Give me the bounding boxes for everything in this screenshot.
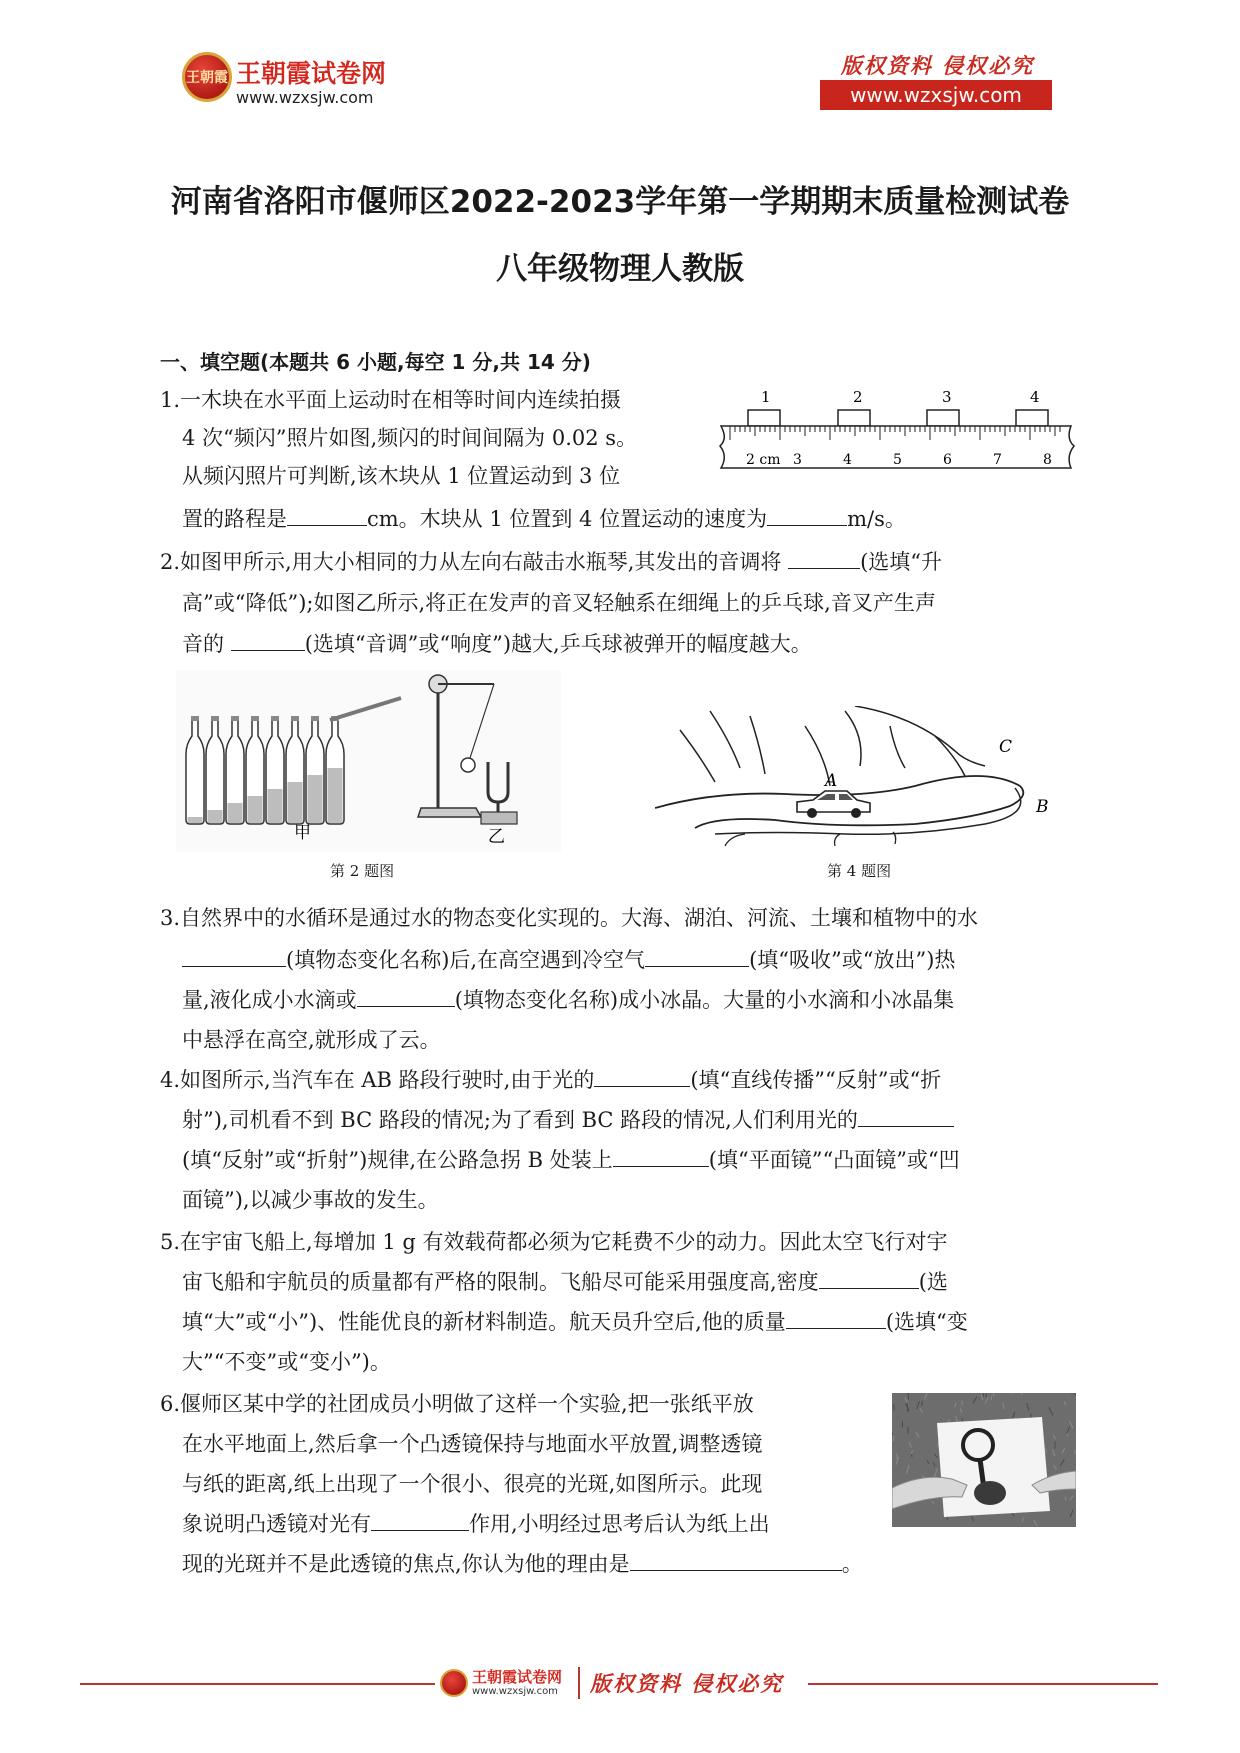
q4-blank-1[interactable] — [594, 1066, 690, 1087]
q1-ruler-label-3: 3 — [793, 452, 802, 468]
q5-blank-1[interactable] — [819, 1268, 919, 1289]
q3-blank-3[interactable] — [357, 986, 455, 1007]
q1-ruler-label-6: 6 — [943, 452, 952, 468]
q6-text-c: 现的光斑并不是此透镜的焦点,你认为他的理由是 — [182, 1552, 630, 1576]
q1-blank-1[interactable] — [287, 505, 367, 526]
q4-hill-line-3 — [750, 716, 765, 774]
q4-line1 — [160, 1066, 941, 1094]
q1-position-1: 1 — [761, 388, 771, 406]
q4-line3 — [182, 1146, 960, 1174]
q4-ground-mark-2 — [835, 834, 840, 846]
q1-text-b: cm。木块从 1 位置到 4 位置运动的速度为 — [367, 507, 768, 531]
q1-line2: 4 次“频闪”照片如图,频闪的时间间隔为 0.02 s。 — [182, 426, 638, 450]
q3-text-a: (填物态变化名称)后,在高空遇到冷空气 — [286, 948, 646, 972]
logo-badge-icon — [182, 52, 232, 102]
q6-photo-shadow — [974, 1481, 1006, 1505]
q4-text-a: 4.如图所示,当汽车在 AB 路段行驶时,由于光的 — [160, 1068, 595, 1092]
q1-ruler-label-2: 2 cm — [746, 452, 781, 468]
q3-line3 — [182, 986, 954, 1014]
q5-text-a: 宙飞船和宇航员的质量都有严格的限制。飞船尽可能采用强度高,密度 — [182, 1270, 819, 1294]
q1-ruler-label-7: 7 — [993, 452, 1002, 468]
page-title: 河南省洛阳市偃师区2022-2023学年第一学期期末质量检测试卷 — [170, 184, 1070, 220]
q1-ruler-label-5: 5 — [893, 452, 902, 468]
q4-hill-ridge — [855, 706, 985, 766]
q1-ruler-label-8: 8 — [1043, 452, 1052, 468]
q6-text-d: 。 — [841, 1552, 863, 1576]
q1-blank-2[interactable] — [767, 505, 847, 526]
footer-separator — [578, 1667, 580, 1699]
q1-block-3 — [927, 410, 959, 426]
q4-label-a: A — [825, 771, 838, 791]
q5-line1: 5.在宇宙飞船上,每增加 1 g 有效载荷都必须为它耗费不少的动力。因此太空飞行对宇 — [160, 1230, 948, 1254]
logo-url: www.wzxsjw.com — [236, 88, 374, 107]
q3-line4: 中悬浮在高空,就形成了云。 — [182, 1028, 441, 1052]
q5-text-b: (选 — [918, 1270, 948, 1294]
q5-line4: 大”“不变”或“变小”)。 — [182, 1350, 391, 1374]
q3-text-b: (填“吸收”或“放出”)热 — [749, 948, 956, 972]
q1-block-4 — [1016, 410, 1048, 426]
q4-hill-line-2 — [710, 711, 740, 768]
q1-text-c: m/s。 — [847, 507, 906, 531]
q1-position-3: 3 — [942, 388, 952, 406]
q4-label-c: C — [999, 737, 1013, 757]
footer-line-right — [808, 1683, 1158, 1685]
q6-photo — [892, 1393, 1076, 1527]
q4-text-e: (填“平面镜”“凸面镜”或“凹 — [708, 1148, 960, 1172]
q3-line2 — [182, 946, 955, 974]
q4-text-d: (填“反射”或“折射”)规律,在公路急拐 B 处装上 — [182, 1148, 613, 1172]
q6-blank-1[interactable] — [371, 1510, 469, 1531]
q4-hill-line-5 — [845, 711, 861, 766]
q6-line1: 6.偃师区某中学的社团成员小明做了这样一个实验,把一张纸平放 — [160, 1392, 754, 1416]
q6-line5 — [182, 1550, 863, 1578]
page-subtitle: 八年级物理人教版 — [496, 251, 744, 287]
q4-line2 — [182, 1106, 954, 1134]
q3-line1: 3.自然界中的水循环是通过水的物态变化实现的。大海、湖泊、河流、土壤和植物中的水 — [160, 906, 979, 930]
q1-ruler-figure — [716, 384, 1086, 480]
q6-text-a: 象说明凸透镜对光有 — [182, 1512, 371, 1536]
q2-ping-pong-ball — [461, 758, 475, 772]
footer-logo-url: www.wzxsjw.com — [472, 1686, 558, 1697]
q5-text-d: (选填“变 — [885, 1310, 968, 1334]
q5-text-c: 填“大”或“小”)、性能优良的新材料制造。航天员升空后,他的质量 — [182, 1310, 786, 1334]
q4-blank-3[interactable] — [613, 1146, 709, 1167]
q3-blank-1[interactable] — [182, 946, 286, 967]
q1-line1: 1.一木块在水平面上运动时在相等时间内连续拍摄 — [160, 388, 622, 412]
q2-line3 — [182, 630, 812, 658]
q6-line2: 在水平地面上,然后拿一个凸透镜保持与地面水平放置,调整透镜 — [182, 1432, 763, 1456]
q4-label-b: B — [1036, 797, 1049, 817]
q3-text-d: (填物态变化名称)成小冰晶。大量的小水滴和小冰晶集 — [454, 988, 955, 1012]
q2-blank-2[interactable] — [231, 630, 305, 651]
q4-blank-2[interactable] — [858, 1106, 954, 1127]
q6-line3: 与纸的距离,纸上出现了一个很小、很亮的光斑,如图所示。此现 — [182, 1472, 763, 1496]
q2-caption: 第 2 题图 — [330, 862, 395, 880]
q2-label-jia: 甲 — [294, 823, 311, 843]
q4-hill-line-1 — [680, 730, 715, 782]
q5-line2 — [182, 1268, 948, 1296]
footer-line-left — [80, 1683, 435, 1685]
q2-blank-1[interactable] — [788, 548, 860, 569]
footer-copyright: 版权资料 侵权必究 — [590, 1671, 784, 1696]
header-copyright: 版权资料 侵权必究 — [840, 53, 1035, 78]
q2-label-yi: 乙 — [488, 827, 505, 847]
q4-figure — [655, 706, 1075, 856]
q5-line3 — [182, 1308, 968, 1336]
q1-line3: 从频闪照片可判断,该木块从 1 位置运动到 3 位 — [182, 464, 621, 488]
logo-name: 王朝霞试卷网 — [236, 59, 387, 88]
q1-line4 — [182, 505, 906, 533]
q2-text-c: 音的 — [182, 632, 224, 656]
q6-blank-2[interactable] — [630, 1550, 842, 1571]
header-url-box: www.wzxsjw.com — [820, 80, 1052, 110]
q3-blank-2[interactable] — [645, 946, 749, 967]
q1-block-2 — [838, 410, 870, 426]
q4-text-c: 射”),司机看不到 BC 路段的情况;为了看到 BC 路段的情况,人们利用光的 — [182, 1108, 858, 1132]
q4-text-b: (填“直线传播”“反射”或“折 — [690, 1068, 942, 1092]
footer-logo-icon — [440, 1669, 468, 1697]
section-heading: 一、填空题(本题共 6 小题,每空 1 分,共 14 分) — [160, 350, 591, 374]
q2-fork-box — [481, 812, 517, 824]
q3-text-c: 量,液化成小水滴或 — [182, 988, 357, 1012]
q6-text-b: 作用,小明经过思考后认为纸上出 — [469, 1512, 770, 1536]
q5-blank-2[interactable] — [786, 1308, 886, 1329]
q1-position-4: 4 — [1030, 388, 1040, 406]
logo-badge-text: 王朝霞 — [186, 70, 228, 86]
q2-line1 — [160, 548, 942, 576]
q6-line4 — [182, 1510, 770, 1538]
q2-line2: 高”或“降低”);如图乙所示,将正在发声的音叉轻触系在细绳上的乒乓球,音叉产生声 — [182, 591, 936, 615]
q2-text-a: 2.如图甲所示,用大小相同的力从左向右敲击水瓶琴,其发出的音调将 — [160, 550, 782, 574]
q1-position-2: 2 — [853, 388, 863, 406]
footer-logo-name: 王朝霞试卷网 — [472, 1668, 563, 1686]
q4-hill-line-6 — [890, 726, 905, 768]
q2-text-b: (选填“升 — [860, 550, 943, 574]
q1-ruler-label-4: 4 — [843, 452, 852, 468]
q2-text-d: (选填“音调”或“响度”)越大,乒乓球被弹开的幅度越大。 — [304, 632, 812, 656]
q2-figure — [176, 670, 561, 852]
q4-caption: 第 4 题图 — [827, 862, 892, 880]
q2-stand-base — [418, 808, 481, 817]
q1-block-1 — [748, 410, 780, 426]
q4-line4: 面镜”),以减少事故的发生。 — [182, 1188, 439, 1212]
q4-ground-mark-1 — [725, 834, 745, 846]
q1-text-a: 置的路程是 — [182, 507, 287, 531]
